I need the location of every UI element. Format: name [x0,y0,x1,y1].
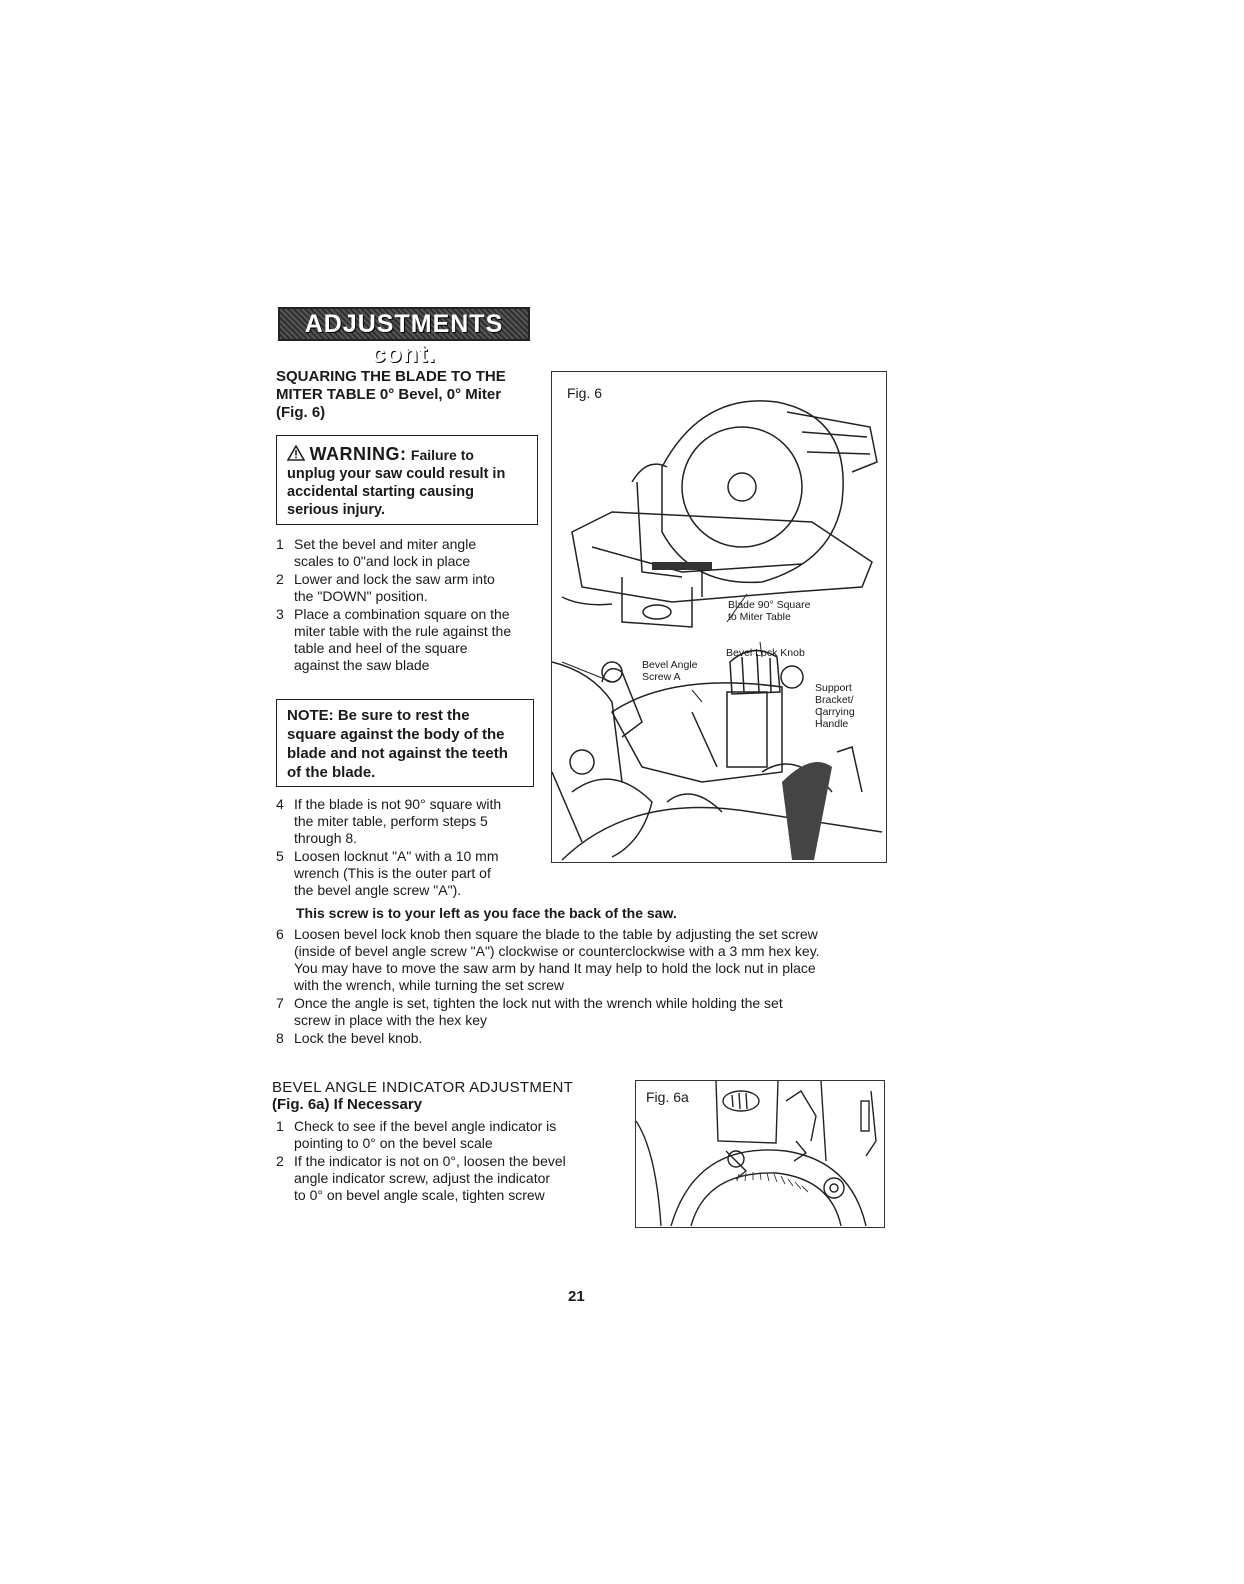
step-line: the bevel angle screw "A"). [294,882,462,898]
step-line: to 0° on bevel angle scale, tighten screw [294,1187,545,1203]
callout-line: Screw A [642,671,681,683]
callout-support-bracket [815,682,855,730]
list-item [272,536,554,570]
step-line: wrench (This is the outer part of [294,865,491,881]
figure-6a [635,1080,885,1228]
note-line: square against the body of the [287,726,505,743]
step-number: 6 [276,926,284,942]
step-line: the "DOWN" position. [294,588,428,604]
note-line: NOTE: Be sure to rest the [287,707,470,724]
step-number: 3 [276,606,284,622]
fig-6a-label: Fig. 6a [646,1089,689,1105]
step-line: Set the bevel and miter angle [294,536,477,552]
warning-title: WARNING: [309,444,407,464]
warning-line: unplug your saw could result in [287,466,506,482]
step-number: 8 [276,1030,284,1046]
step-number: 2 [276,571,284,587]
step-line: against the saw blade [294,657,430,673]
list-item [272,995,912,1029]
step-line: (inside of bevel angle screw "A") clockwise or counterclockwise with a 3 mm hex key. [294,943,820,959]
steps-list-b [272,796,554,900]
list-item [272,1030,912,1047]
list-item [272,1118,612,1152]
step-line: table and heel of the square [294,640,468,656]
note-box [276,699,534,787]
list-item [272,571,554,605]
section-heading-bevel-indicator [272,1079,612,1113]
steps-list-a [272,536,554,675]
step-line: the miter table, perform steps 5 [294,813,488,829]
step-line: screw in place with the hex key [294,1012,487,1028]
callout-line: Support [815,682,852,694]
heading-line-1: SQUARING THE BLADE TO THE [276,368,506,385]
step-line: Once the angle is set, tighten the lock nut with the wrench while holding the set [294,995,783,1011]
step-line: Loosen locknut "A" with a 10 mm [294,848,499,864]
step-line: If the indicator is not on 0°, loosen the bevel [294,1153,566,1169]
step-number: 2 [276,1153,284,1169]
banner-title: ADJUSTMENTS cont. [304,310,504,368]
step-line: angle indicator screw, adjust the indicator [294,1170,551,1186]
callout-blade-square [728,599,810,623]
step-line: with the wrench, while turning the set screw [294,977,565,993]
step-line: Place a combination square on the [294,606,510,622]
callout-line: Handle [815,718,849,730]
step-line: pointing to 0° on the bevel scale [294,1135,493,1151]
callout-line: Bracket/ [815,694,854,706]
note-line: of the blade. [287,764,376,781]
page-number: 21 [568,1288,585,1305]
section-banner [278,307,530,368]
step-number: 4 [276,796,284,812]
list-item [272,1153,612,1204]
step-number: 7 [276,995,284,1011]
list-item [272,606,554,674]
callout-bevel-lock-knob: Bevel Lock Knob [726,647,805,659]
list-item [272,926,912,994]
step-number: 5 [276,848,284,864]
step-line: Lock the bevel knob. [294,1030,423,1046]
section-heading-squaring [276,368,546,422]
bold-note-line: This screw is to your left as you face the back of the saw. [296,905,677,921]
steps-list-bevel [272,1118,612,1205]
step-line: miter table with the rule against the [294,623,512,639]
list-item [272,796,554,847]
callout-line: to Miter Table [728,611,791,623]
warning-line: serious injury. [287,502,386,518]
figure-6 [551,371,887,863]
step-line: If the blade is not 90° square with [294,796,502,812]
step-line: You may have to move the saw arm by hand It may help to hold the lock nut in place [294,960,816,976]
miter-saw-illustration [552,372,885,861]
heading-line-1: BEVEL ANGLE INDICATOR ADJUSTMENT [272,1079,574,1096]
callout-bevel-angle-screw [642,659,697,683]
warning-triangle-icon [287,447,309,464]
step-line: through 8. [294,830,358,846]
heading-line-2: (Fig. 6a) If Necessary [272,1096,423,1113]
step-line: Check to see if the bevel angle indicator is [294,1118,557,1134]
steps-list-c [272,926,912,1048]
step-line: Lower and lock the saw arm into [294,571,495,587]
warning-box [276,435,538,525]
step-line: scales to 0"and lock in place [294,553,471,569]
callout-line: Carrying [815,706,855,718]
step-line: Loosen bevel lock knob then square the blade to the table by adjusting the set screw [294,926,818,942]
fig-6-label: Fig. 6 [567,385,603,401]
warning-line: accidental starting causing [287,484,474,500]
heading-line-3: (Fig. 6) [276,404,326,421]
heading-line-2: MITER TABLE 0° Bevel, 0° Miter [276,386,502,403]
note-line: blade and not against the teeth [287,745,508,762]
step-number: 1 [276,536,284,552]
warning-lead: Failure to [410,447,474,463]
list-item [272,848,554,899]
step-number: 1 [276,1118,284,1134]
callout-line: Bevel Angle [642,659,698,671]
callout-line: Blade 90° Square [728,599,811,611]
